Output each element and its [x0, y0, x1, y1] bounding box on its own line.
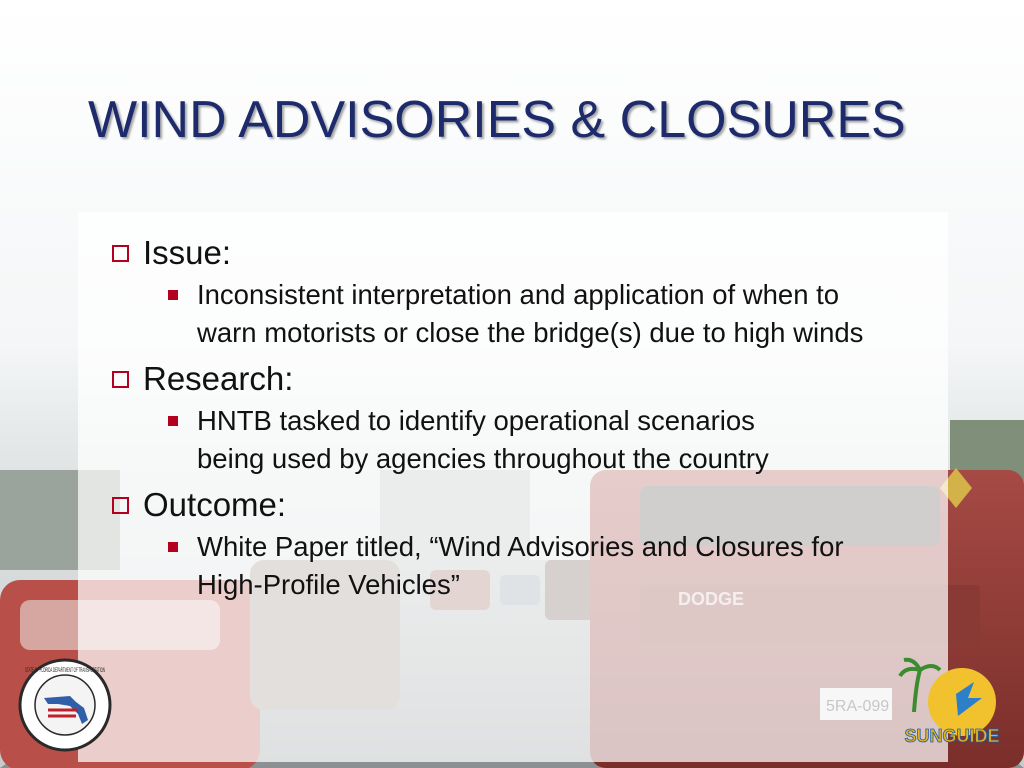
bullet-item — [168, 276, 912, 352]
sunguide-text: SUNGUIDE — [904, 726, 1000, 746]
filled-square-bullet-icon — [168, 416, 178, 426]
filled-square-bullet-icon — [168, 290, 178, 300]
sunguide-logo — [896, 654, 1006, 750]
bullet-text: Inconsistent interpretation and application of when to warn motorists or close the bridge(s) due to high winds — [197, 279, 864, 348]
bullet-text: HNTB tasked to identify operational scenarios being used by agencies throughout the country — [197, 405, 769, 474]
section-heading: Issue: — [143, 234, 232, 271]
section-research — [112, 358, 912, 400]
seal-text: STATE OF FLORIDA DEPARTMENT OF TRANSPORTATION — [25, 668, 105, 674]
slide-content — [112, 226, 912, 610]
bullet-item — [168, 528, 912, 604]
section-issue — [112, 232, 912, 274]
section-outcome — [112, 484, 912, 526]
bullet-text: White Paper titled, “Wind Advisories and Closures for High-Profile Vehicles” — [197, 531, 844, 600]
fdot-seal-logo — [18, 658, 112, 752]
hollow-square-bullet-icon — [112, 371, 129, 388]
hollow-square-bullet-icon — [112, 245, 129, 262]
bullet-item — [168, 402, 912, 478]
section-heading: Outcome: — [143, 486, 287, 523]
filled-square-bullet-icon — [168, 542, 178, 552]
section-heading: Research: — [143, 360, 294, 397]
slide-title: WIND ADVISORIES & CLOSURES — [88, 91, 906, 149]
hollow-square-bullet-icon — [112, 497, 129, 514]
